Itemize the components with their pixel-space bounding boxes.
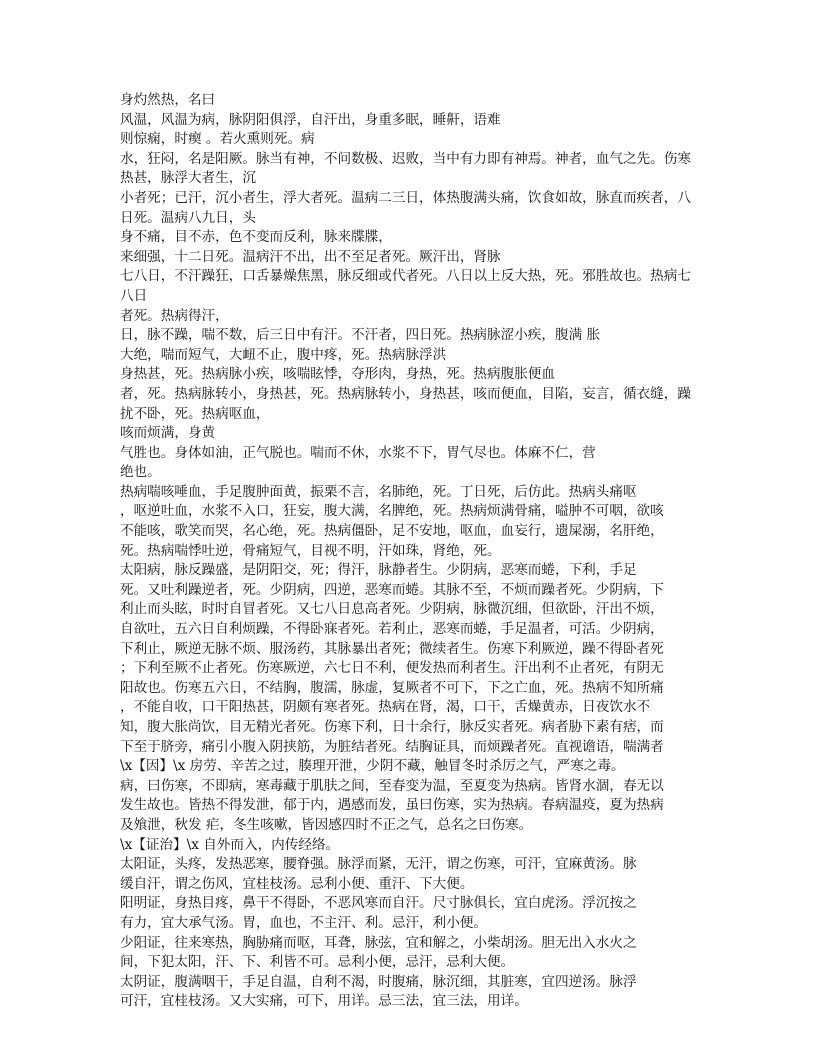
text-line: 知，腹大胀尚饮，目无精光者死。伤寒下利，日十余行，脉反实者死。病者胁下素有痞，而 (120, 719, 664, 735)
text-line: 热病喘咳唾血，手足腹肿面黄，振栗不言，名肺绝，死。丁日死，后仿此。热病头痛呕 (120, 483, 637, 500)
text-line: 者，死。热病脉转小，身热甚，死。热病脉转小，身热甚，咳而便血，目陷，妄言，循衣缝，躁扰不卧，死。热病呕血， (120, 385, 691, 422)
document-page (120, 91, 700, 1012)
text-line: 发生故也。皆热不得发泄，郁于内，遇感而发，虽曰伤寒，实为热病。春病温疫，夏为热病 (120, 797, 664, 814)
text-line: 身不痛，目不赤，色不变而反利，脉来牒牒， (120, 229, 392, 246)
text-line: 死。热病喘悸吐逆，骨痛短气，目视不明，汗如珠，肾绝，死。 (120, 542, 501, 559)
text-line: ，呕逆吐血，水浆不入口，狂妄，腹大满，名脾绝，死。热病烦满骨痛，嗌肿不可咽，欲咳 (120, 503, 664, 520)
text-line: 绝也。 (120, 464, 161, 481)
text-line: 少阳证，往来寒热，胸胁痛而呕，耳聋，脉弦，宜和解之，小柴胡汤。胆无出入水火之 (120, 934, 637, 951)
text-line: 来细强，十二日死。温病汗不出，出不至足者死。厥汗出，肾脉 (120, 248, 501, 265)
text-line: 太阳证，头疼，发热恶寒，腰脊强。脉浮而紧，无汗，谓之伤寒，可汗，宜麻黄汤。脉 (120, 856, 637, 873)
text-line: 下利止，厥逆无脉不烦、服汤药，其脉暴出者死；微续者生。伤寒下利厥逆，躁不得卧者死 (120, 640, 664, 657)
text-line: ，不能自收，口干阳热甚，阴颇有寒者死。热病在肾，渴，口干，舌燥黄赤，日夜饮水不 (120, 699, 651, 716)
text-line: 及飧泄，秋发 疟，冬生咳嗽，皆因感四时不正之气，总名之曰伤寒。 (120, 816, 533, 833)
text-line: 水，狂闷，名是阳厥。脉当有神，不问数极、迟败，当中有力即有神焉。神者，血气之先。伤寒热甚，脉浮大者生，沉 (120, 150, 691, 187)
text-line: 病，曰伤寒，不即病，寒毒藏于肌肤之间，至春变为温，至夏变为热病。皆肾水涸，春无以 (120, 777, 664, 794)
text-line: 死。又吐利躁逆者，死。少阴病，四逆，恶寒而蜷。其脉不至，不烦而躁者死。少阴病，下 (120, 581, 664, 598)
text-line: 有力，宜大承气汤。胃，血也，不主汗、利。忌汗，利小便。 (120, 914, 488, 931)
text-line: 则惊痫，时瘈 。若火熏则死。病 (120, 131, 315, 148)
text-line: 身灼然热，名曰 (120, 92, 216, 108)
text-line: 太阳病，脉反躁盛，是阴阳交，死；得汗，脉静者生。少阴病，恶寒而蜷，下利，手足 (120, 562, 637, 579)
text-line: 太阴证，腹满咽干，手足自温，自利不渴，时腹痛，脉沉细，其脏寒，宜四逆汤。脉浮 (120, 973, 637, 990)
text-line: 利止而头眩，时时自冒者死。又七八日息高者死。少阴病，脉微沉细，但欲卧，汗出不烦， (120, 601, 664, 618)
section-heading-cause: \x【因】\x 房劳、辛苦之过，腠理开泄，少阴不藏，触冒冬时杀厉之气，严寒之毒。 (120, 758, 625, 775)
text-line: 可汗，宜桂枝汤。又大实痛，可下，用详。忌三法，宜三法，用详。 (120, 993, 528, 1010)
text-line: 七八日，不汗躁狂，口舌暴燥焦黑，脉反细或代者死。八日以上反大热，死。邪胜故也。热病七八日 (120, 268, 691, 304)
text-line: 气胜也。身体如油，正气脱也。喘而不休，水浆不下，胃气尽也。体麻不仁，营 (120, 444, 596, 461)
text-line: 者死。热病得汗， (120, 307, 229, 324)
text-line: 缓自汗，谓之伤风，宜桂枝汤。忌利小便、重汗、下大便。 (120, 875, 474, 892)
text-line: 小者死；已汗，沉小者生，浮大者死。温病二三日，体热腹满头痛，饮食如故，脉直而疾者，八日死。温病八九日，头 (120, 189, 691, 226)
text-line: 阳明证，身热目疼，鼻干不得卧，不恶风寒而自汗。尺寸脉俱长，宜白虎汤。浮沉按之 (120, 895, 637, 912)
text-line: 阳故也。伤寒五六日，不结胸，腹濡，脉虚，复厥者不可下，下之亡血，死。热病不知所痛 (120, 679, 664, 696)
text-line: 日，脉不躁，喘不数，后三日中有汗。不汗者，四日死。热病脉涩小疾，腹满 胀 (120, 327, 601, 344)
text-line: 间，下犯太阳，汗、下、利皆不可。忌利小便，忌汗，忌利大便。 (120, 954, 515, 971)
text-line: 咳而烦满，身黄 (120, 425, 216, 442)
section-heading-treatment: \x【证治】\x 自外而入，内传经络。 (120, 836, 340, 853)
text-line: 大绝，喘而短气，大衄不止，腹中疼，死。热病脉浮洪 (120, 346, 447, 363)
text-line: 风温，风温为病，脉阴阳俱浮，自汗出，身重多眠，睡鼾，语难 (120, 111, 501, 128)
text-line: 身热甚，死。热病脉小疾，咳喘眩悸，夺形肉，身热，死。热病腹胀便血 (120, 366, 555, 383)
text-line: 下至于脐旁，痛引小腹入阴挟筋，为脏结者死。结胸证具，而烦躁者死。直视谵语，喘满者 (120, 738, 664, 755)
text-line: ；下利至厥不止者死。伤寒厥逆，六七日不利，便发热而利者生。汗出利不止者死，有阴无 (120, 660, 664, 677)
text-line: 自欲吐，五六日自利烦躁，不得卧寐者死。若利止，恶寒而蜷，手足温者，可活。少阴病， (120, 621, 664, 638)
text-line: 不能咳，歌笑而哭，名心绝，死。热病僵卧，足不安地，呕血，血妄行，遗屎溺，名肝绝， (120, 523, 664, 540)
